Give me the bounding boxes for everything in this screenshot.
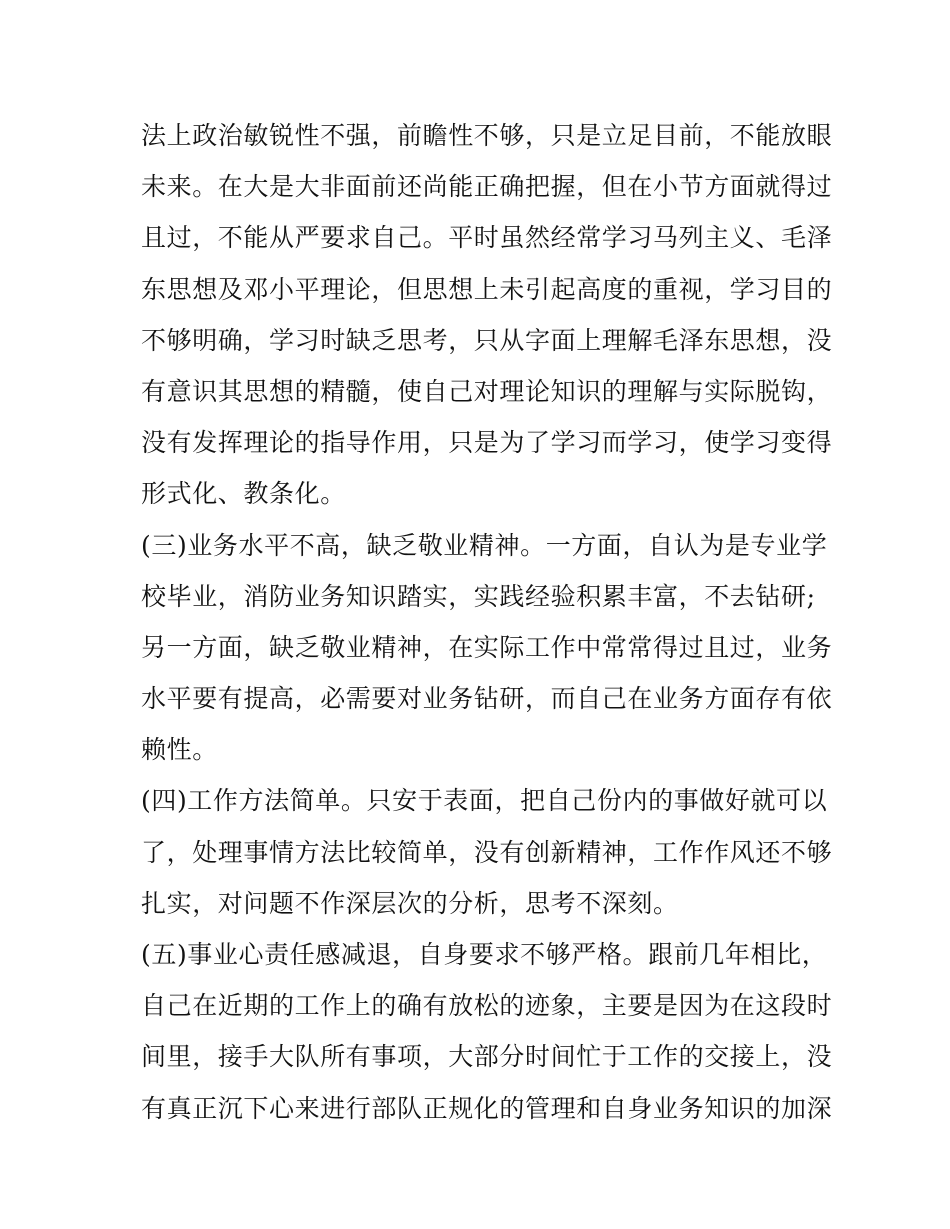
text-line: 且过，不能从严要求自己。平时虽然经常学习马列主义、毛泽 <box>141 223 833 253</box>
text-line: 校毕业，消防业务知识踏实，实践经验积累丰富，不去钻研; <box>141 581 816 611</box>
text-line: 了，处理事情方法比较简单，没有创新精神，工作作风还不够 <box>141 837 833 867</box>
text-line: 有真正沉下心来进行部队正规化的管理和自身业务知识的加深 <box>141 1093 833 1123</box>
text-line: 不够明确，学习时缺乏思考，只从字面上理解毛泽东思想，没 <box>141 325 833 355</box>
text-line: 法上政治敏锐性不强，前瞻性不够，只是立足目前，不能放眼 <box>141 121 833 150</box>
document-body <box>141 110 833 1134</box>
text-line: 扎实，对问题不作深层次的分析，思考不深刻。 <box>141 888 679 918</box>
section-heading-line: (五)事业心责任感减退，自身要求不够严格。跟前几年相比， <box>141 940 828 969</box>
text-line: 未来。在大是大非面前还尚能正确把握，但在小节方面就得过 <box>141 172 833 202</box>
text-line: 赖性。 <box>141 735 218 765</box>
text-line: 自己在近期的工作上的确有放松的迹象，主要是因为在这段时 <box>141 991 833 1021</box>
section-heading-line: (三)业务水平不高，缺乏敬业精神。一方面，自认为是专业学 <box>141 530 828 560</box>
text-line: 没有发挥理论的指导作用，只是为了学习而学习，使学习变得 <box>141 428 833 458</box>
section-heading-line: (四)工作方法简单。只安于表面，把自己份内的事做好就可以 <box>141 786 828 816</box>
text-line: 水平要有提高，必需要对业务钻研，而自己在业务方面存有依 <box>141 684 833 714</box>
text-line: 间里，接手大队所有事项，大部分时间忙于工作的交接上，没 <box>141 1042 833 1072</box>
text-line: 形式化、教条化。 <box>141 479 346 509</box>
text-line: 东思想及邓小平理论，但思想上未引起高度的重视，学习目的 <box>141 274 833 304</box>
text-line: 有意识其思想的精髓，使自己对理论知识的理解与实际脱钩， <box>141 376 833 406</box>
text-line: 另一方面，缺乏敬业精神，在实际工作中常常得过且过，业务 <box>141 632 833 662</box>
